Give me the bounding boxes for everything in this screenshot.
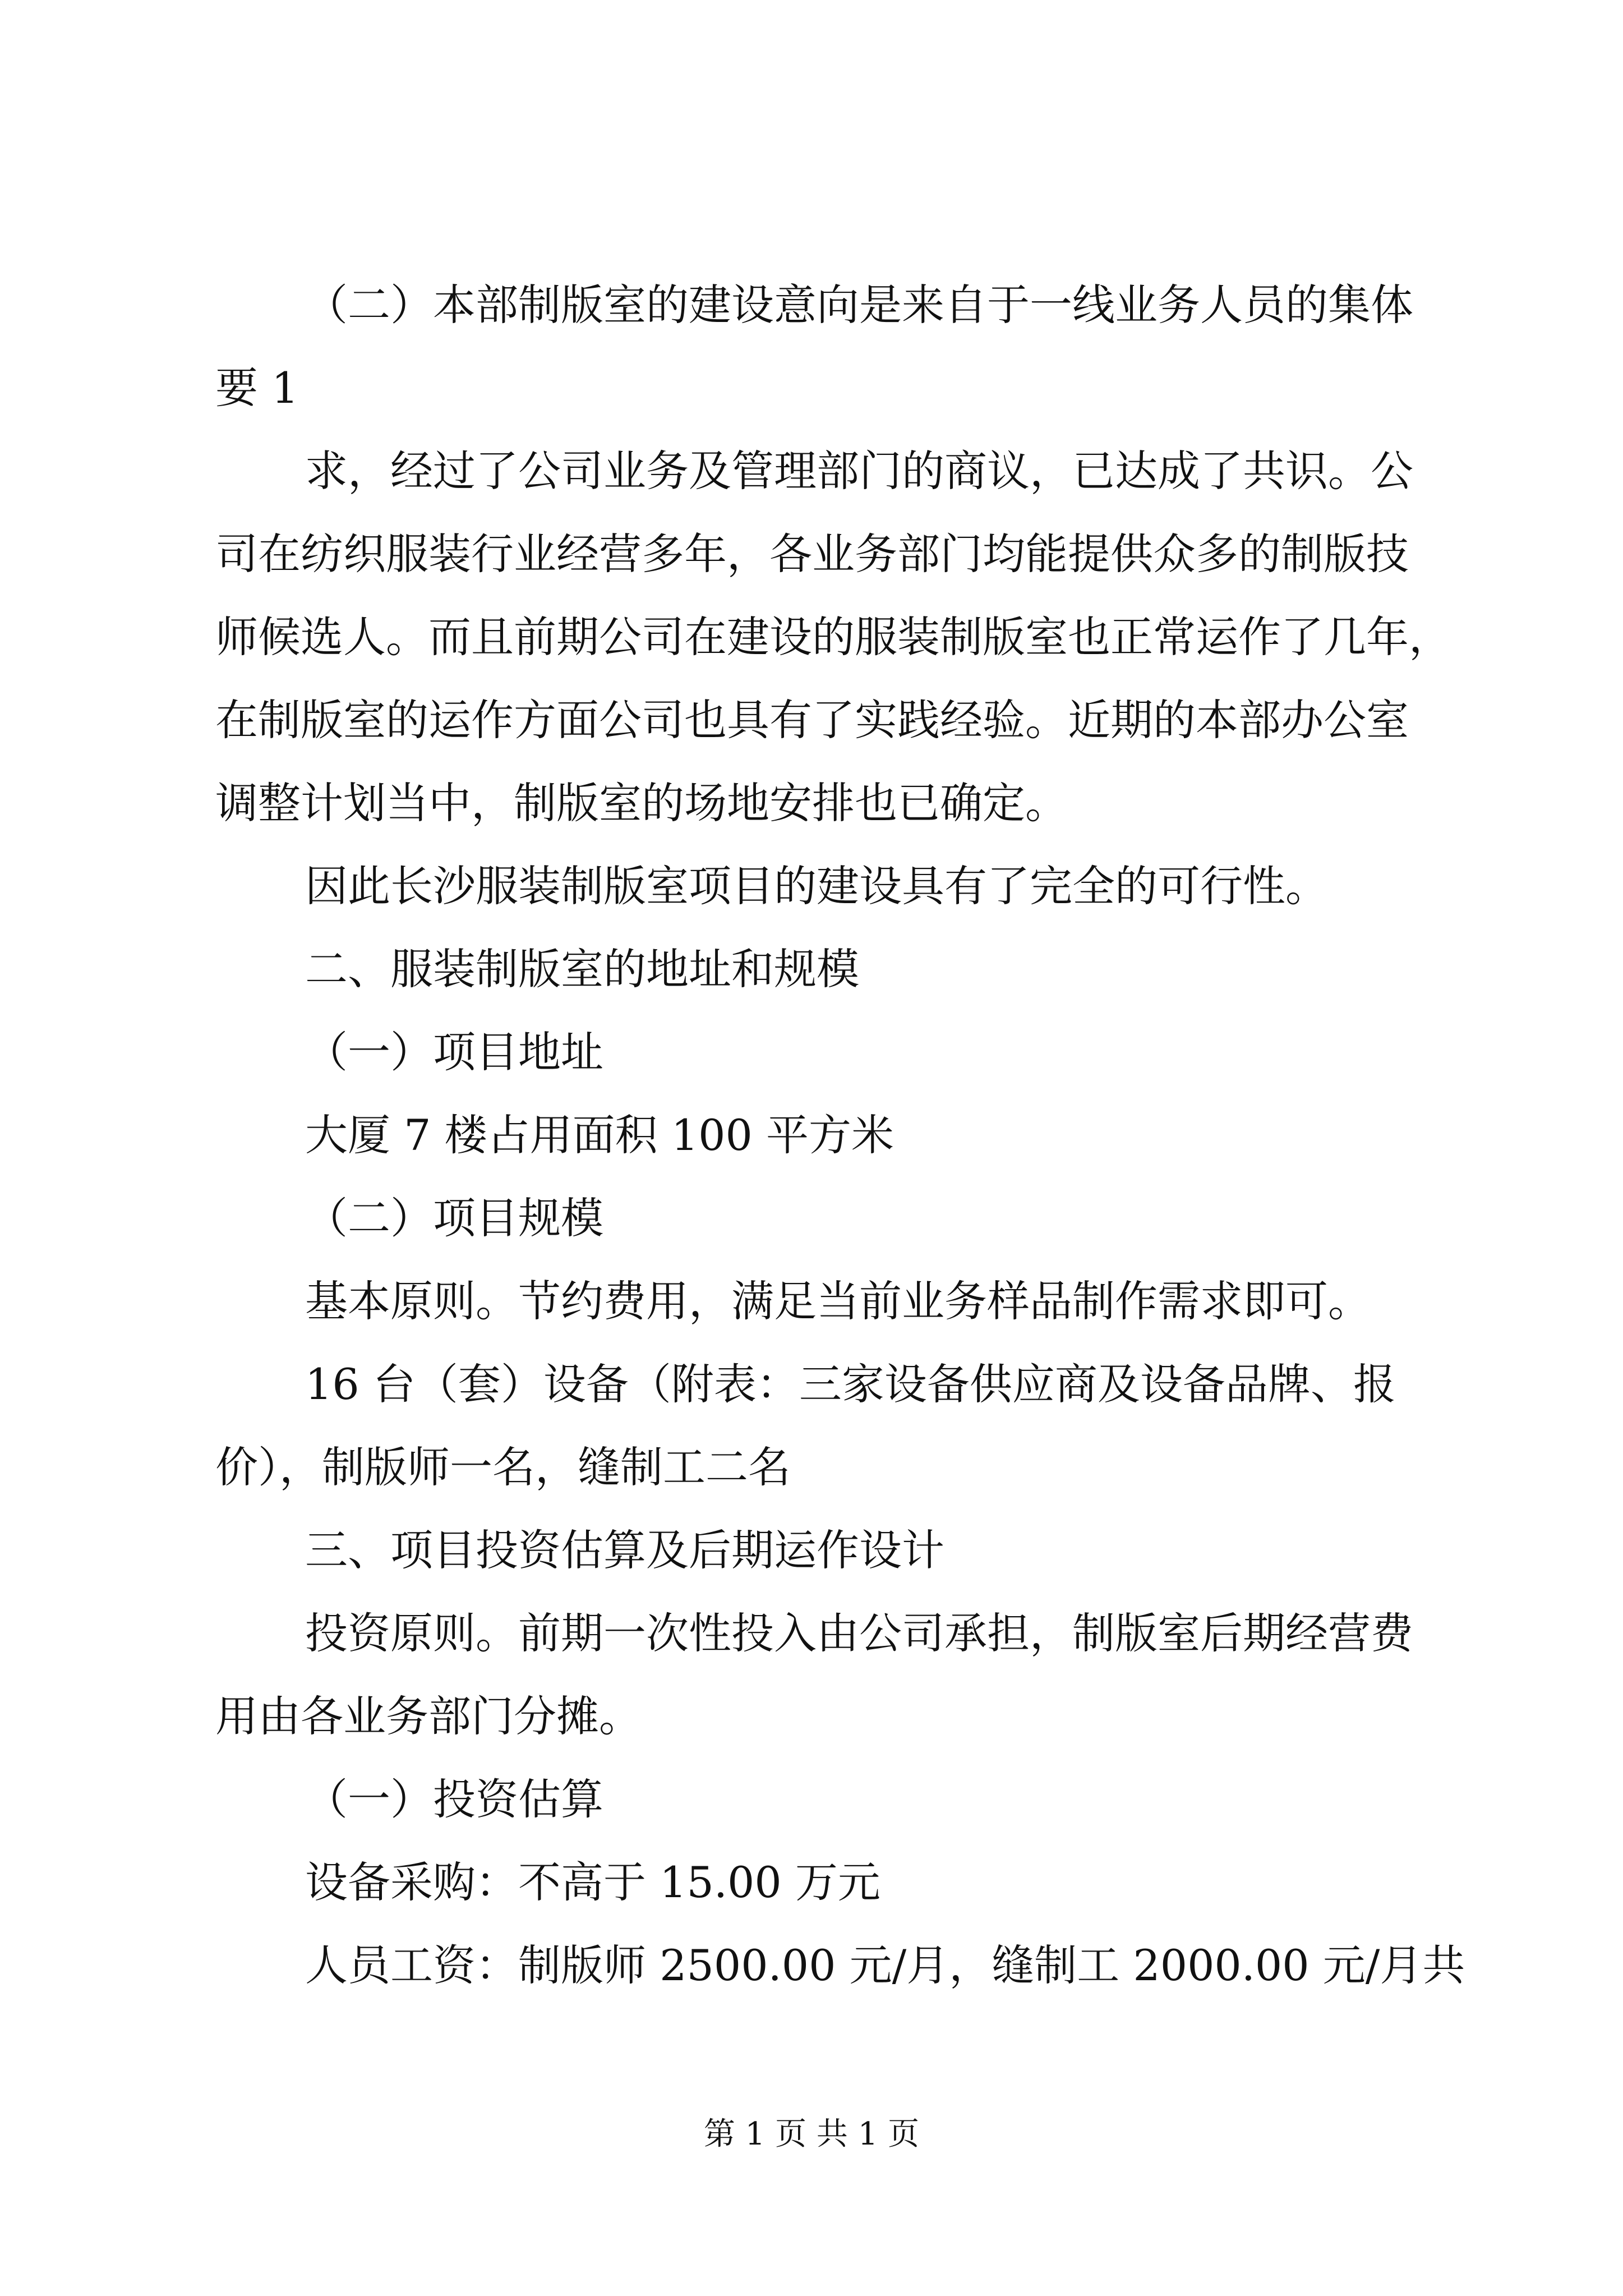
paragraph-line: 因此长沙服装制版室项目的建设具有了完全的可行性。 [305,861,1328,911]
paragraph-line: 师候选人。而且前期公司在建设的服装制版室也正常运作了几年， [215,612,1451,662]
subsection-heading: （一）投资估算 [305,1774,603,1824]
section-heading: 三、项目投资估算及后期运作设计 [305,1525,944,1575]
page-footer [0,2115,1623,2154]
paragraph-line: 投资原则。前期一次性投入由公司承担，制版室后期经营费 [305,1608,1413,1658]
subsection-heading: （二）项目规模 [305,1193,603,1243]
paragraph-line: 要 1 [215,363,299,413]
paragraph-line: 价），制版师一名，缝制工二名 [215,1442,791,1492]
subsection-heading: （一）项目地址 [305,1027,603,1077]
paragraph-line: 设备采购：不高于 15.00 万元 [305,1857,880,1907]
paragraph-line: 在制版室的运作方面公司也具有了实践经验。近期的本部办公室 [215,695,1409,745]
page-number: 第 1 页 共 1 页 [703,2116,920,2152]
document-body [215,264,1465,2007]
paragraph-line: 人员工资：制版师 2500.00 元/月，缝制工 2000.00 元/月共 [305,1940,1465,1990]
paragraph-line: 大厦 7 楼占用面积 100 平方米 [305,1110,895,1160]
paragraph-line: 16 台（套）设备（附表：三家设备供应商及设备品牌、报 [305,1359,1396,1409]
paragraph-line: （二）本部制版室的建设意向是来自于一线业务人员的集体 [305,280,1413,330]
paragraph-line: 调整计划当中，制版室的场地安排也已确定。 [215,778,1068,828]
paragraph-line: 基本原则。节约费用，满足当前业务样品制作需求即可。 [305,1276,1371,1326]
section-heading: 二、服装制版室的地址和规模 [305,944,859,994]
paragraph-line: 司在纺织服装行业经营多年，各业务部门均能提供众多的制版技 [215,529,1409,579]
paragraph-line: 求，经过了公司业务及管理部门的商议，已达成了共识。公 [305,446,1413,496]
paragraph-line: 用由各业务部门分摊。 [215,1691,642,1741]
